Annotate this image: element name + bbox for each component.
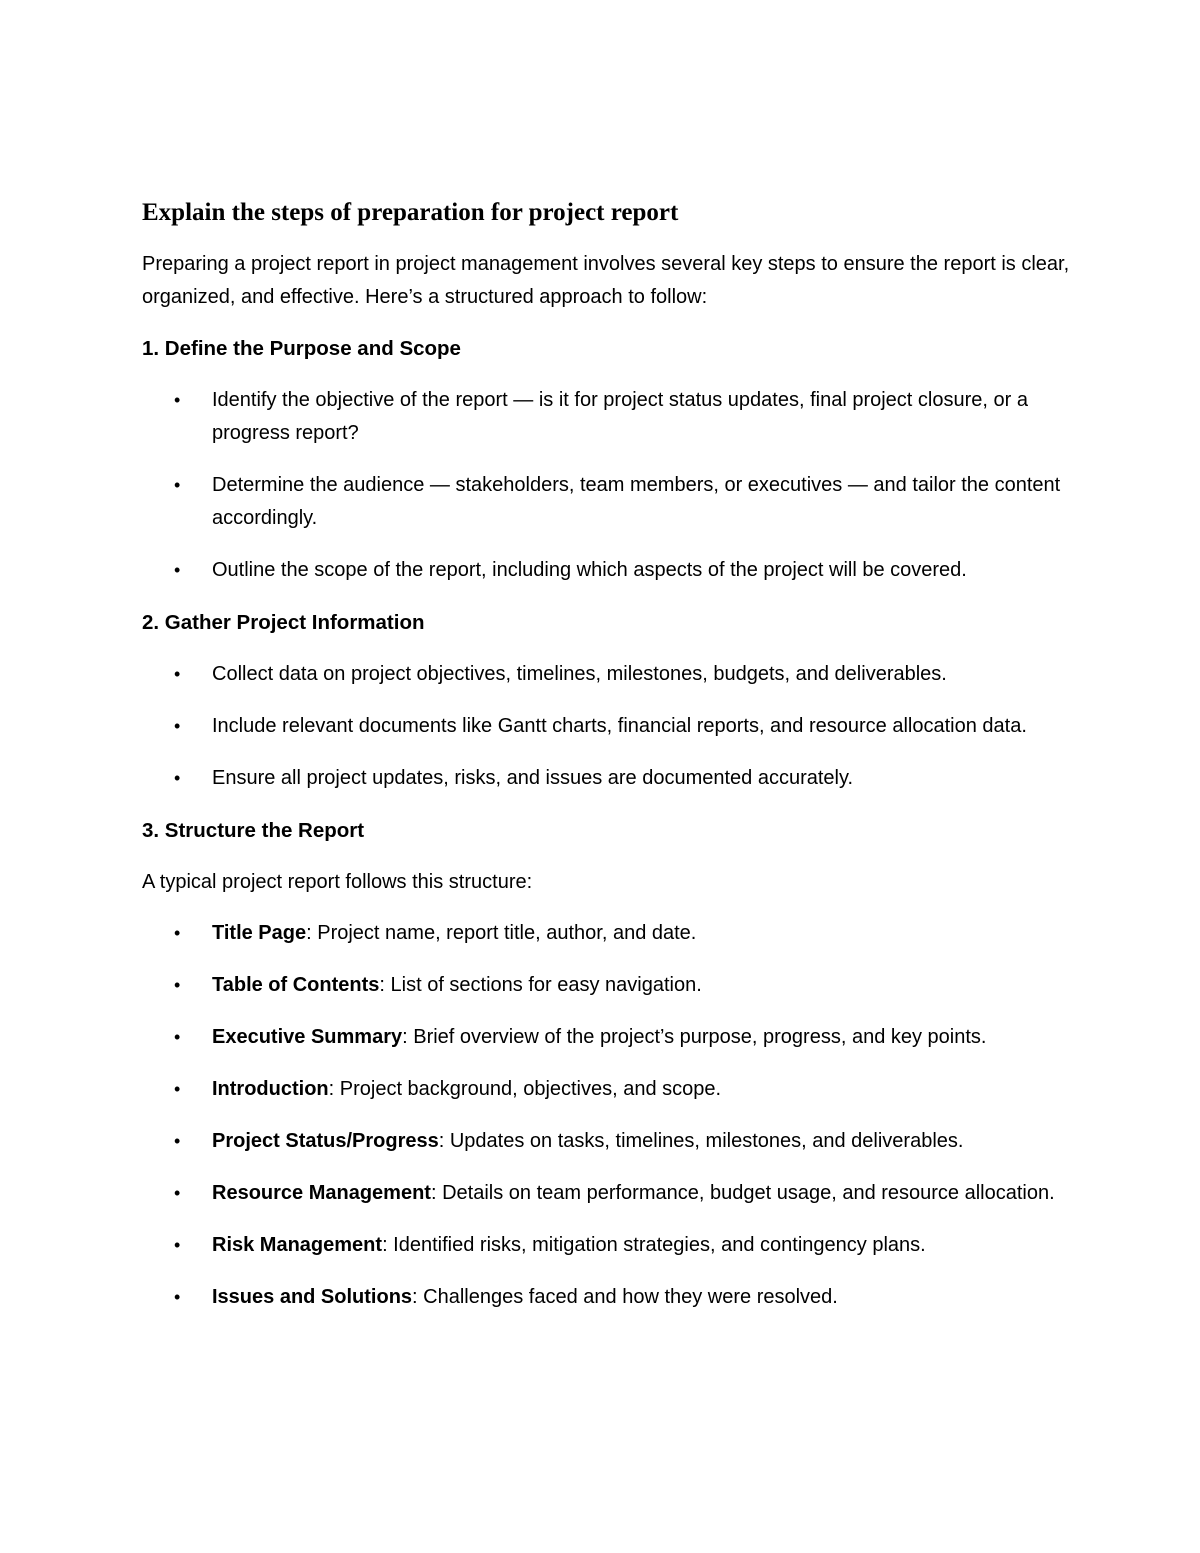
list-item-term: Executive Summary (212, 1026, 403, 1048)
bullet-list-gather-info (142, 658, 1072, 795)
bullet-icon: • (174, 1287, 181, 1307)
list-item (142, 710, 1072, 743)
section-heading-purpose-scope: 1. Define the Purpose and Scope (142, 337, 461, 360)
list-item-term: Introduction (212, 1078, 329, 1100)
list-item-text: : Challenges faced and how they were resolved. (412, 1286, 838, 1308)
document-body (142, 196, 1072, 1333)
list-item-text: Ensure all project updates, risks, and issues are documented accurately. (212, 767, 854, 789)
list-item-term: Resource Management (212, 1182, 431, 1204)
list-item-term: Risk Management (212, 1234, 383, 1256)
bullet-icon: • (174, 664, 181, 684)
bullet-icon: • (174, 975, 181, 995)
bullet-icon: • (174, 1183, 181, 1203)
list-item-text: : List of sections for easy navigation. (379, 974, 702, 996)
list-item-text: : Details on team performance, budget usage, and resource allocation. (430, 1182, 1055, 1204)
list-item-text: Include relevant documents like Gantt charts, financial reports, and resource allocation data. (212, 715, 1027, 737)
bullet-icon: • (174, 716, 181, 736)
bullet-icon: • (174, 1027, 181, 1047)
list-item-term: Issues and Solutions (212, 1286, 413, 1308)
list-item (142, 762, 1072, 795)
bullet-icon: • (174, 1131, 181, 1151)
list-item (142, 469, 1072, 535)
bullet-icon: • (174, 560, 181, 580)
intro-paragraph: Preparing a project report in project management involves several key steps to ensure the report is clear, organized, and effective. Here’s a structured approach to follow: (142, 253, 1070, 308)
list-item-text: : Updates on tasks, timelines, milestones, and deliverables. (438, 1130, 964, 1152)
bullet-icon: • (174, 390, 181, 410)
list-item-text: : Project name, report title, author, and date. (306, 922, 697, 944)
list-item-term: Title Page (212, 922, 307, 944)
list-item-text: Outline the scope of the report, including which aspects of the project will be covered. (212, 559, 967, 581)
document-title: Explain the steps of preparation for project report (142, 199, 679, 226)
section-heading-structure: 3. Structure the Report (142, 819, 365, 842)
bullet-icon: • (174, 923, 181, 943)
list-item-text: Identify the objective of the report — is it for project status updates, final project closure, or a progress report? (212, 389, 1028, 444)
list-item (142, 384, 1072, 450)
list-item-text: : Project background, objectives, and scope. (328, 1078, 722, 1100)
list-item-text: Collect data on project objectives, timelines, milestones, budgets, and deliverables. (212, 663, 947, 685)
bullet-icon: • (174, 1235, 181, 1255)
list-item (142, 1073, 1072, 1106)
structure-lead-paragraph: A typical project report follows this structure: (142, 871, 533, 893)
bullet-icon: • (174, 1079, 181, 1099)
list-item (142, 969, 1072, 1002)
list-item (142, 1021, 1072, 1054)
list-item-text: : Identified risks, mitigation strategies, and contingency plans. (382, 1234, 926, 1256)
list-item (142, 1281, 1072, 1314)
bullet-icon: • (174, 768, 181, 788)
list-item (142, 658, 1072, 691)
bullet-icon: • (174, 475, 181, 495)
list-item-term: Project Status/Progress (212, 1130, 439, 1152)
list-item (142, 1229, 1072, 1262)
list-item-term: Table of Contents (212, 974, 380, 996)
list-item (142, 1125, 1072, 1158)
section-heading-gather-info: 2. Gather Project Information (142, 611, 425, 634)
list-item (142, 1177, 1072, 1210)
bullet-list-structure (142, 917, 1072, 1314)
list-item-text: : Brief overview of the project’s purpose, progress, and key points. (402, 1026, 987, 1048)
list-item (142, 554, 1072, 587)
list-item-text: Determine the audience — stakeholders, team members, or executives — and tailor the content accordingly. (212, 474, 1061, 529)
bullet-list-purpose-scope (142, 384, 1072, 587)
list-item (142, 917, 1072, 950)
